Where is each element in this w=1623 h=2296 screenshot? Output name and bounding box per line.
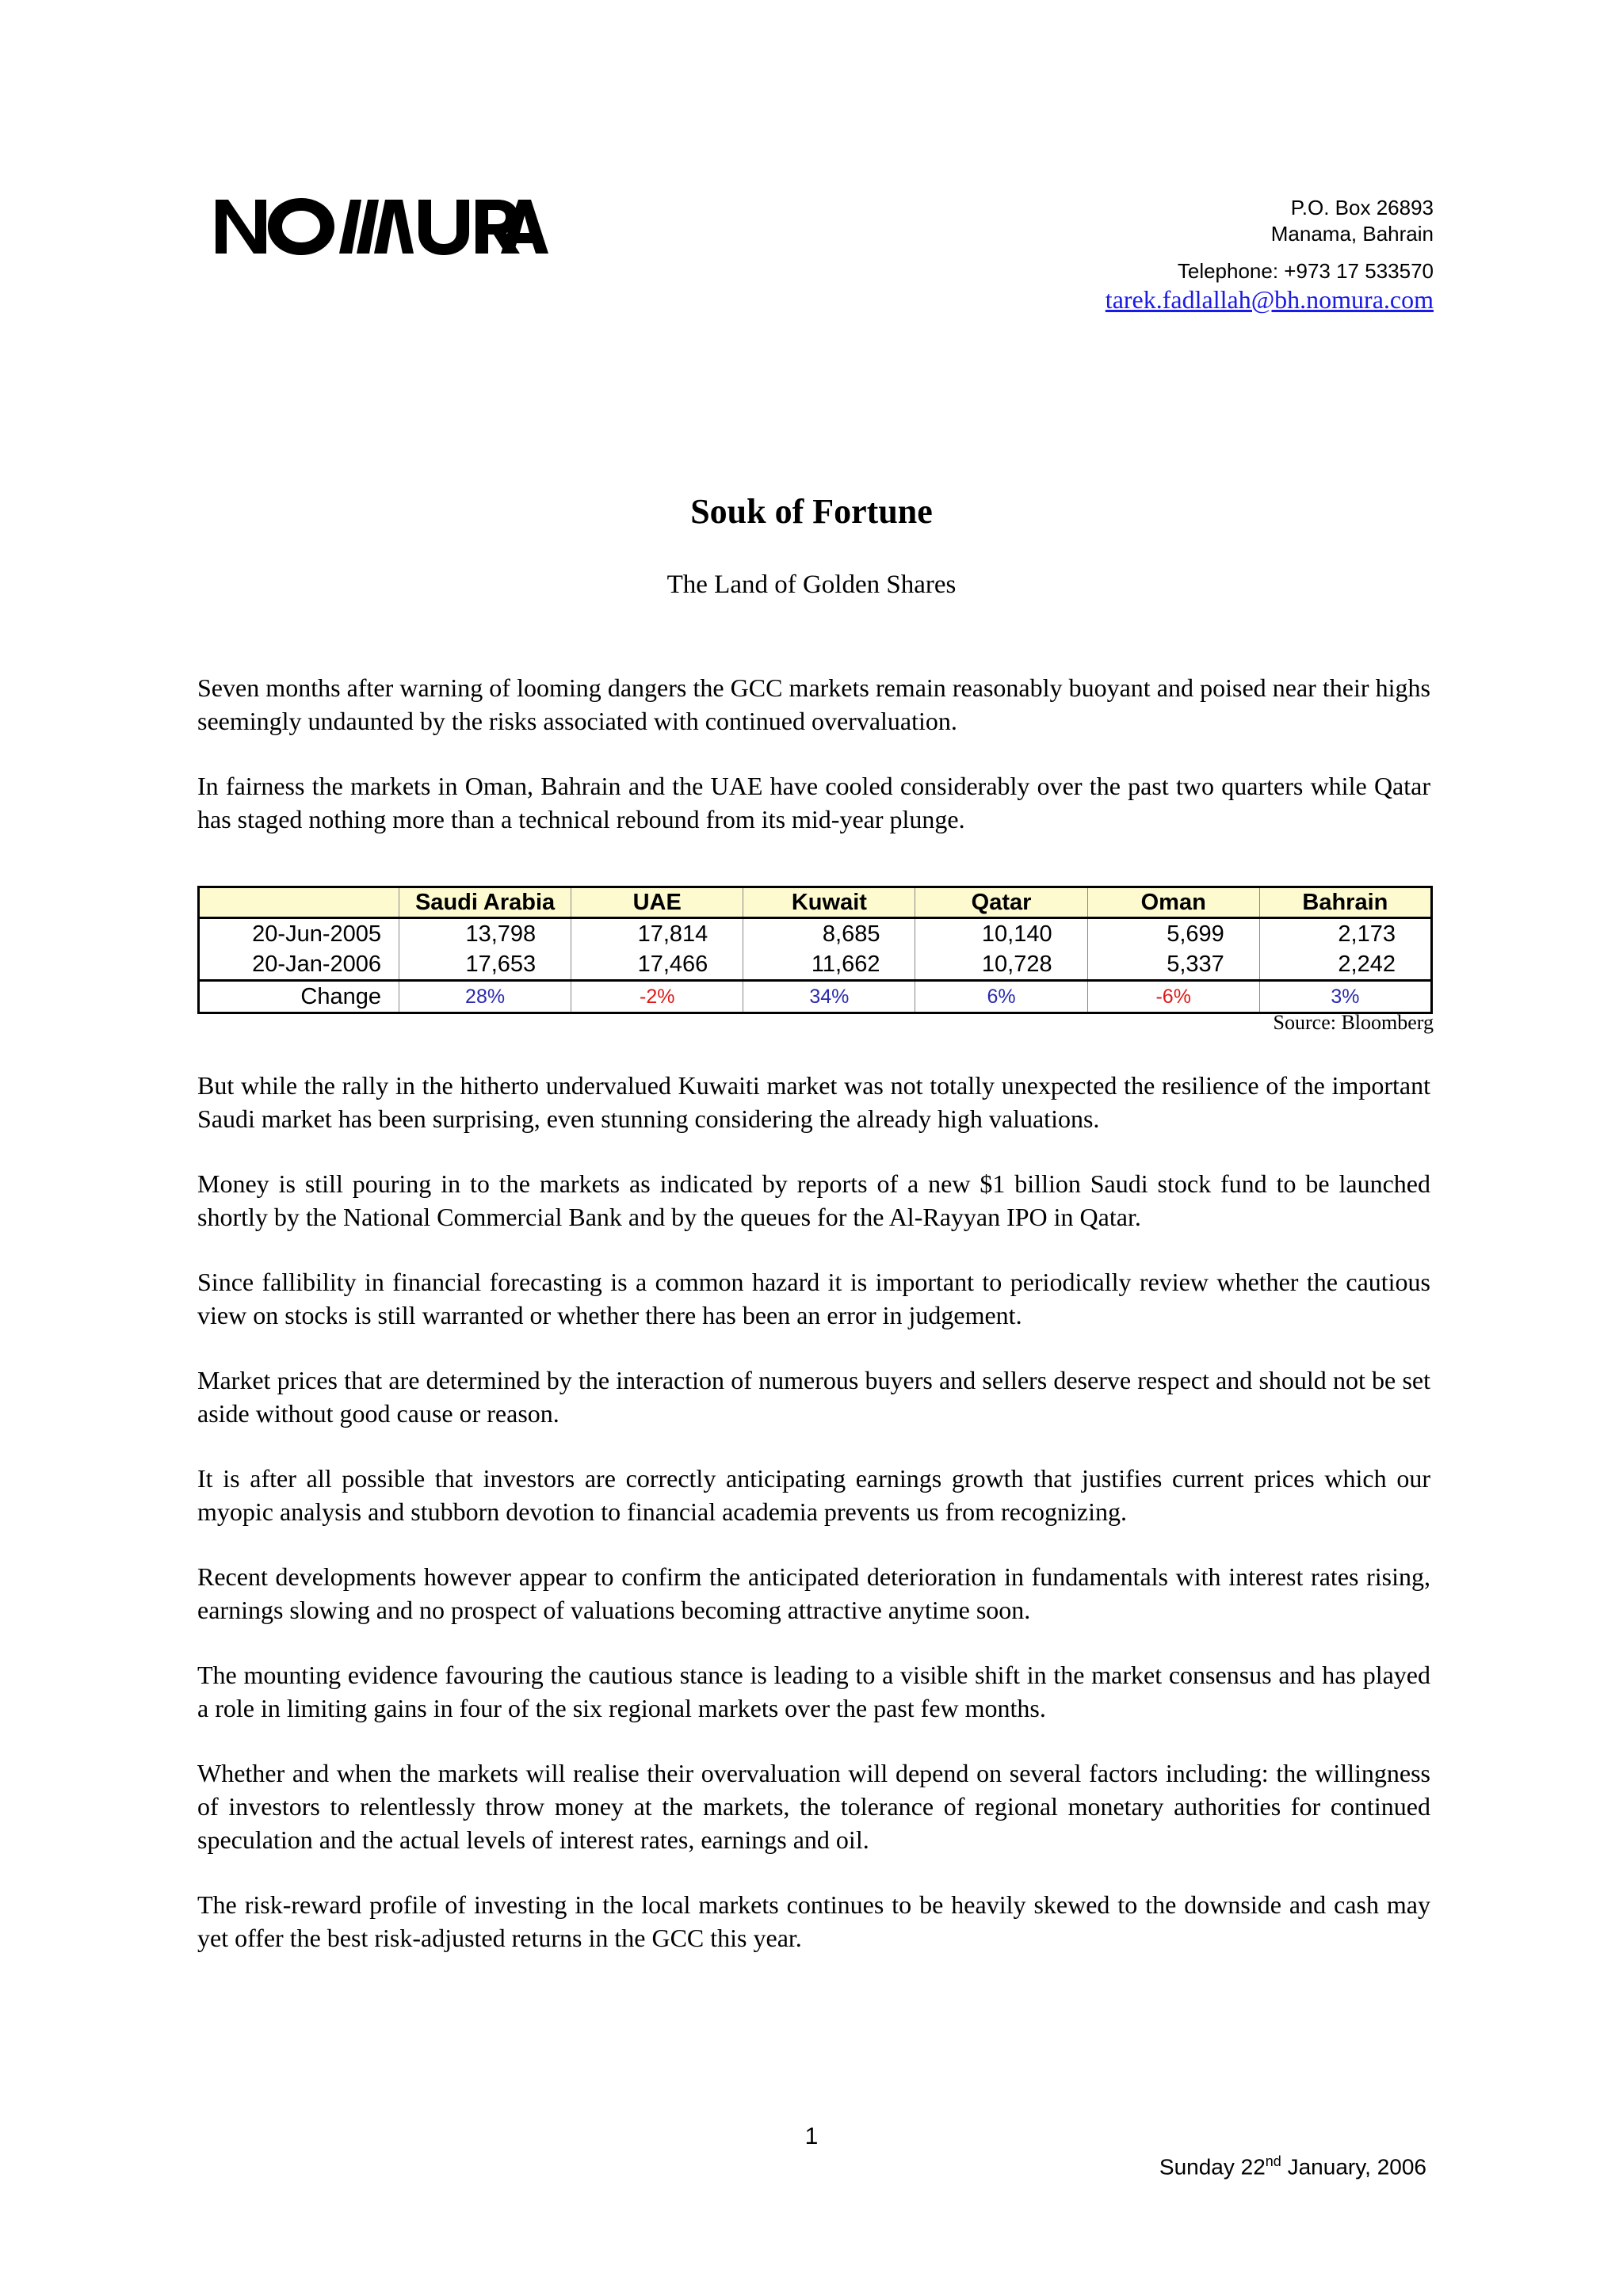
contact-block [1037,195,1434,315]
table-cell: 8,685 [743,918,915,950]
date-rest: January, 2006 [1281,2154,1426,2180]
change-row [199,981,1432,1013]
paragraph: The mounting evidence favouring the cautious stance is leading to a visible shift in the market consensus and has played a role in limiting gains in four of the six regional markets over the past few months. [197,1661,1430,1722]
table-cell: 17,814 [571,918,743,950]
change-cell: 28% [399,981,571,1013]
table-cell: 11,662 [743,949,915,981]
table-cell: 10,140 [915,918,1087,950]
table-header-cell [199,887,399,918]
nomura-logo [216,196,548,257]
paragraph: Recent developments however appear to confirm the anticipated deterioration in fundamentals with interest rates rising, earnings slowing and no prospect of valuations becoming attractive anytime soon. [197,1562,1430,1624]
change-cell: -6% [1087,981,1259,1013]
table-cell: 17,466 [571,949,743,981]
table-header-cell: Saudi Arabia [399,887,571,918]
table-cell: 2,173 [1259,918,1431,950]
table-header-cell: Kuwait [743,887,915,918]
table-cell: 20-Jun-2005 [199,918,399,950]
change-cell: 3% [1259,981,1431,1013]
address-line-2: Manama, Bahrain [1270,222,1434,246]
table-header-cell: Qatar [915,887,1087,918]
table-cell: 5,699 [1087,918,1259,950]
paragraph: It is after all possible that investors are correctly anticipating earnings growth that justifies current prices which our myopic analysis and stubborn devotion to financial academia prevents us from recognizing. [197,1464,1430,1526]
email-link[interactable]: tarek.fadlallah@bh.nomura.com [1105,285,1434,314]
telephone: Telephone: +973 17 533570 [1177,259,1434,283]
table-cell: 13,798 [399,918,571,950]
change-cell: 34% [743,981,915,1013]
table-cell: 10,728 [915,949,1087,981]
document-subtitle: The Land of Golden Shares [666,570,957,599]
table-header-cell: Oman [1087,887,1259,918]
paragraph: Since fallibility in financial forecasting is a common hazard it is important to periodically review whether the cautious view on stocks is still warranted or whether there has been an error in judgement. [197,1268,1430,1329]
table-cell: 5,337 [1087,949,1259,981]
change-cell: 6% [915,981,1087,1013]
table-cell: 17,653 [399,949,571,981]
date-prefix: Sunday 22 [1159,2154,1266,2180]
table-header-cell: Bahrain [1259,887,1431,918]
table-header-cell: UAE [571,887,743,918]
table-cell: 20-Jan-2006 [199,949,399,981]
address-line-1: P.O. Box 26893 [1290,196,1434,219]
page-number: 1 [804,2123,819,2149]
publication-date [1159,2153,1426,2180]
document-title: Souk of Fortune [690,492,933,531]
table-source: Source: Bloomberg [1273,1011,1434,1034]
table-row [199,918,1432,950]
paragraph: But while the rally in the hitherto undervalued Kuwaiti market was not totally unexpected the resilience of the important Saudi market has been surprising, even stunning considering the already high valuations. [197,1071,1430,1133]
paragraph: Market prices that are determined by the interaction of numerous buyers and sellers deserve respect and should not be set aside without good cause or reason. [197,1366,1430,1428]
paragraph: In fairness the markets in Oman, Bahrain and the UAE have cooled considerably over the past two quarters while Qatar has staged nothing more than a technical rebound from its mid-year plunge. [197,772,1430,833]
market-table [197,886,1433,1014]
date-ordinal-suffix: nd [1265,2153,1281,2169]
paragraph: Whether and when the markets will realise their overvaluation will depend on several factors including: the willingness of investors to relentlessly throw money at the markets, the tolerance of regional monetary authorities for continued speculation and the actual levels of interest rates, earnings and oil. [197,1759,1430,1854]
table-header-row [199,887,1432,918]
change-label: Change [199,981,399,1013]
table-cell: 2,242 [1259,949,1431,981]
table-row [199,949,1432,981]
change-cell: -2% [571,981,743,1013]
paragraph: Money is still pouring in to the markets as indicated by reports of a new $1 billion Saudi stock fund to be launched shortly by the National Commercial Bank and by the queues for the Al-Rayyan IPO in Qatar. [197,1169,1430,1231]
paragraph: The risk-reward profile of investing in the local markets continues to be heavily skewed to the downside and cash may yet offer the best risk-adjusted returns in the GCC this year. [197,1890,1430,1952]
paragraph: Seven months after warning of looming dangers the GCC markets remain reasonably buoyant and poised near their highs seemingly undaunted by the risks associated with continued overvaluation. [197,673,1430,735]
